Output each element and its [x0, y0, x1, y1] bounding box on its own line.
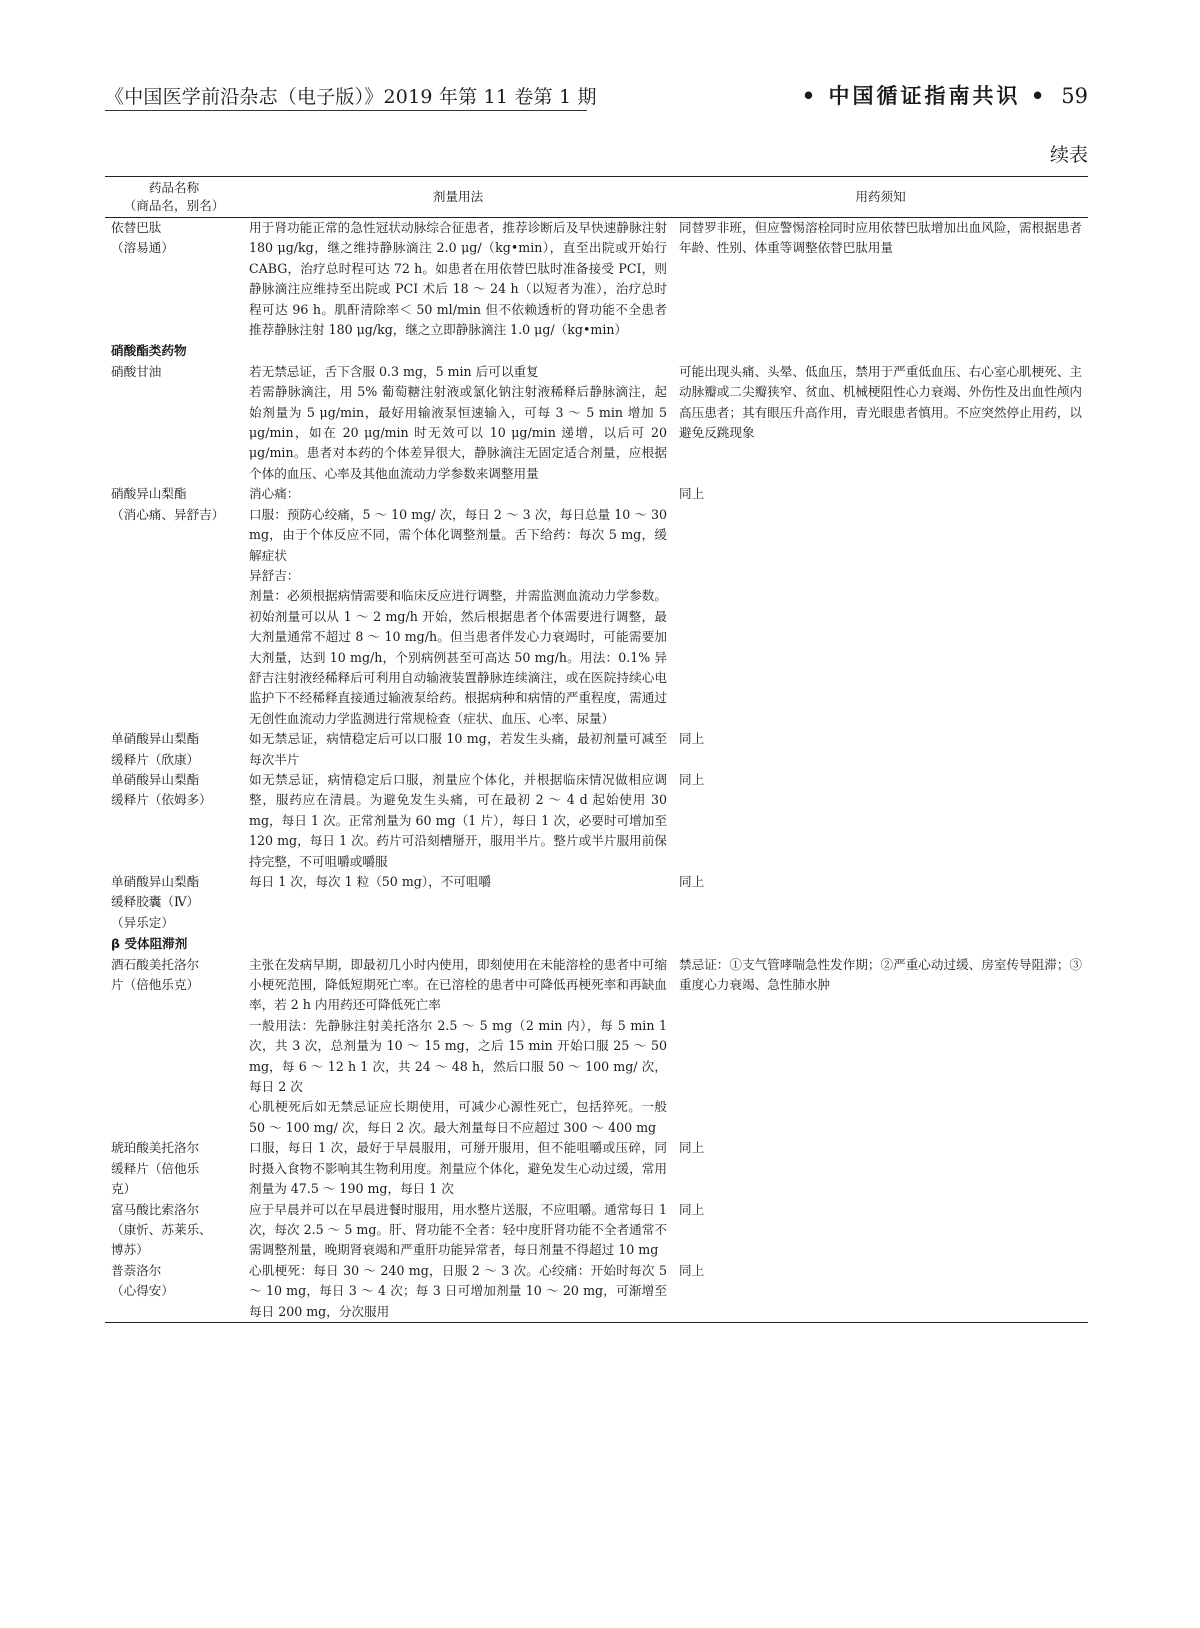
drug-name-cell: 依替巴肽 （溶易通）: [111, 220, 174, 256]
table-row: [105, 484, 1088, 729]
notes-cell: 同上: [679, 731, 705, 747]
drug-name-cell: 富马酸比索洛尔 （康忻、苏莱乐、 博苏）: [111, 1201, 212, 1258]
table-row: [105, 770, 1088, 872]
notes-cell: 同上: [679, 486, 705, 502]
header-divider: [105, 110, 587, 111]
notes-cell: 同上: [679, 771, 705, 787]
drug-name-cell: 单硝酸异山梨酯 缓释片（依姆多）: [111, 771, 212, 808]
drug-name-cell: 酒石酸美托洛尔 片（倍他乐克）: [111, 956, 200, 993]
dosage-cell: 心肌梗死：每日 30 ～ 240 mg，日服 2 ～ 3 次。心绞痛：开始时每次 5 ～ 10 mg，每日 3 ～ 4 次；每 3 日可增加剂量 10 ～ 20 mg，可渐增至每日 200 mg，分次服用: [249, 1262, 667, 1319]
dosage-cell: 应于早晨并可以在早晨进餐时服用，用水整片送服，不应咀嚼。通常每日 1 次，每次 2.5 ～ 5 mg。肝、肾功能不全者：轻中度肝肾功能不全者通常不需调整剂量，晚期肾衰竭和严重肝功能异常者，每日剂量不得超过 10 mg: [249, 1201, 667, 1258]
table-header-row: [105, 177, 1088, 218]
dosage-cell: 若无禁忌证，舌下含服 0.3 mg，5 min 后可以重复 若需静脉滴注，用 5% 葡萄糖注射液或氯化钠注射液稀释后静脉滴注，起始剂量为 5 μg/min，最好用输液泵恒速输入，可每 3 ～ 5 min 增加 5 μg/min，如在 20 μg/min 时无效可以 10 μg/min 递增，以后可 20 μg/min。患者对本药的个体差异很大，静脉滴注无固定适合剂量，应根据个体的血压、心率及其他血流动力学参数来调整用量: [249, 363, 667, 481]
page-number: 59: [1061, 84, 1088, 108]
section-row: [105, 933, 1088, 954]
table-row: [105, 218, 1088, 341]
table-row: [105, 729, 1088, 770]
table-row: [105, 1200, 1088, 1261]
drug-name-cell: 普萘洛尔 （心得安）: [111, 1262, 174, 1299]
section-title: [802, 80, 1088, 110]
notes-cell: 同上: [679, 1201, 705, 1217]
drug-name-cell: 琥珀酸美托洛尔 缓释片（倍他乐 克）: [111, 1140, 200, 1197]
dosage-cell: 用于肾功能正常的急性冠状动脉综合征患者，推荐诊断后及早快速静脉注射 180 μg/kg，继之维持静脉滴注 2.0 μg/（kg•min），直至出院或开始行 CABG，治疗总时程可达 72 h。如患者在用依替巴肽时准备接受 PCI，则静脉滴注应维持至出院或 PCI 术后 18 ～ 24 h（以短者为准），治疗总时程可达 96 h。肌酐清除率＜ 50 ml/min 但不依赖透析的肾功能不全患者推荐静脉注射 180 μg/kg，继之立即静脉滴注 1.0 μg/（kg•min）: [249, 220, 667, 338]
dosage-cell: 消心痛： 口服：预防心绞痛，5 ～ 10 mg/ 次，每日 2 ～ 3 次，每日总量 10 ～ 30 mg，由于个体反应不同，需个体化调整剂量。舌下给药：每次 5 mg，缓解症状 异舒吉： 剂量：必须根据病情需要和临床反应进行调整，并需监测血流动力学参数。初始剂量可以从 1 ～ 2 mg/h 开始，然后根据患者个体需要进行调整，最大剂量通常不超过 8 ～ 10 mg/h。但当患者伴发心力衰竭时，可能需要加大剂量，达到 10 mg/h，个别病例甚至可高达 50 mg/h。用法：0.1% 异舒吉注射液经稀释后可利用自动输液装置静脉连续滴注，或在医院持续心电监护下不经稀释直接通过输液泵给药。根据病种和病情的严重程度，需通过无创性血流动力学监测进行常规检查（症状、血压、心率、尿量）: [249, 486, 667, 726]
notes-cell: 同替罗非班，但应警惕溶栓同时应用依替巴肽增加出血风险，需根据患者年龄、性别、体重等调整依替巴肽用量: [679, 220, 1082, 256]
drug-table: [105, 176, 1088, 1323]
drug-name-cell: 硝酸异山梨酯 （消心痛、异舒吉）: [111, 486, 225, 522]
notes-cell: 同上: [679, 874, 705, 889]
header-notes: 用药须知: [855, 188, 906, 204]
continued-label: 续表: [1049, 144, 1088, 166]
table-row: [105, 1261, 1088, 1323]
section-heading: 硝酸酯类药物: [111, 343, 187, 359]
dosage-cell: 如无禁忌证，病情稳定后可以口服 10 mg，若发生头痛，最初剂量可减至每次半片: [249, 731, 667, 767]
section-label: • 中国循证指南共识 •: [801, 84, 1048, 108]
table-row: [105, 362, 1088, 484]
dosage-cell: 主张在发病早期，即最初几小时内使用，即刻使用在未能溶栓的患者中可缩小梗死范围，降低短期死亡率。在已溶栓的患者中可降低再梗死率和再缺血率，若 2 h 内用药还可降低死亡率 一般用法：先静脉注射美托洛尔 2.5 ～ 5 mg（2 min 内），每 5 min 1 次，共 3 次，总剂量为 10 ～ 15 mg，之后 15 min 开始口服 25 ～ 50 mg，每 6 ～ 12 h 1 次，共 24 ～ 48 h，然后口服 50 ～ 100 mg/ 次，每日 2 次 心肌梗死后如无禁忌证应长期使用，可减少心源性死亡，包括猝死。一般 50 ～ 100 mg/ 次，每日 2 次。最大剂量每日不应超过 300 ～ 400 mg: [249, 956, 667, 1135]
dosage-cell: 每日 1 次，每次 1 粒（50 mg），不可咀嚼: [249, 874, 492, 889]
header-drug-name: 药品名称 （商品名，别名）: [123, 180, 225, 213]
header-dosage: 剂量用法: [432, 188, 484, 204]
table-row: [105, 872, 1088, 933]
notes-cell: 同上: [679, 1140, 705, 1156]
dosage-cell: 如无禁忌证，病情稳定后口服，剂量应个体化，并根据临床情况做相应调整，服药应在清晨。为避免发生头痛，可在最初 2 ～ 4 d 起始使用 30 mg，每日 1 次。正常剂量为 60 mg（1 片），每日 1 次，必要时可增加至 120 mg，每日 1 次。药片可沿刻槽掰开，服用半片。整片或半片服用前保持完整，不可咀嚼或嚼服: [249, 771, 667, 869]
notes-cell: 可能出现头痛、头晕、低血压，禁用于严重低血压、右心室心肌梗死、主动脉瓣或二尖瓣狭窄、贫血、机械梗阻性心力衰竭、外伤性及出血性颅内高压患者；其有眼压升高作用，青光眼患者慎用。不应突然停止用药，以避免反跳现象: [679, 363, 1082, 441]
table-row: [105, 955, 1088, 1139]
table-row: [105, 1138, 1088, 1199]
notes-cell: 禁忌证：①支气管哮喘急性发作期；②严重心动过缓、房室传导阻滞；③重度心力衰竭、急性肺水肿: [679, 956, 1082, 993]
drug-name-cell: 硝酸甘油: [111, 363, 162, 379]
journal-citation: 《中国医学前沿杂志（电子版）》2019 年第 11 卷第 1 期: [105, 86, 597, 108]
table-body: [105, 218, 1088, 1323]
section-heading: β 受体阻滞剂: [111, 936, 188, 952]
drug-name-cell: 单硝酸异山梨酯 缓释胶囊（Ⅳ） （异乐定）: [111, 874, 200, 930]
dosage-cell: 口服，每日 1 次，最好于早晨服用，可掰开服用，但不能咀嚼或压碎，同时摄入食物不影响其生物利用度。剂量应个体化，避免发生心动过缓，常用剂量为 47.5 ～ 190 mg，每日 1 次: [249, 1140, 667, 1197]
drug-name-cell: 单硝酸异山梨酯 缓释片（欣康）: [111, 731, 200, 767]
notes-cell: 同上: [679, 1262, 705, 1278]
section-row: [105, 340, 1088, 361]
